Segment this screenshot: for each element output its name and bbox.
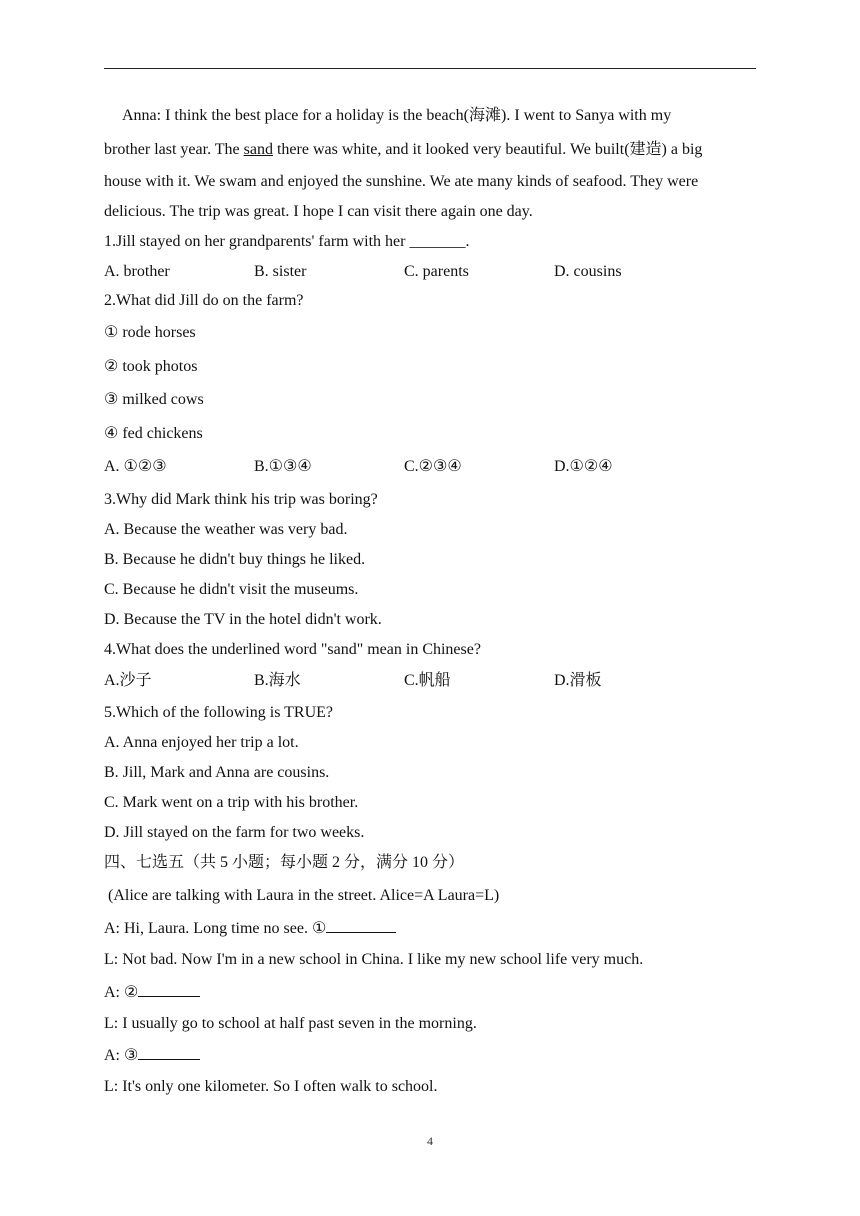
question-4-stem: 4.What does the underlined word "sand" mean in Chinese? (104, 641, 481, 658)
dialogue-text: A: ③ (104, 1047, 139, 1064)
q2-item: ② took photos (104, 358, 198, 375)
passage-line: delicious. The trip was great. I hope I can visit there again one day. (104, 203, 533, 220)
q2-item: ① rode horses (104, 324, 196, 341)
question-5-stem: 5.Which of the following is TRUE? (104, 704, 333, 721)
dialogue-intro: (Alice are talking with Laura in the street. Alice=A Laura=L) (108, 887, 500, 904)
underlined-word-sand: sand (243, 141, 273, 158)
answer-blank-3[interactable] (138, 1045, 200, 1060)
q1-option-c: C. parents (404, 263, 469, 280)
passage-text: there was white, and it looked very beautiful. We built(建造) a big (272, 141, 703, 158)
page-number: 4 (427, 1134, 433, 1148)
question-3-stem: 3.Why did Mark think his trip was boring? (104, 491, 378, 508)
answer-blank-2[interactable] (138, 982, 200, 997)
header-rule (104, 68, 756, 69)
q3-option-b: B. Because he didn't buy things he liked. (104, 551, 366, 568)
q3-option-c: C. Because he didn't visit the museums. (104, 581, 359, 598)
dialogue-text: A: ② (104, 984, 139, 1001)
dialogue-text: A: Hi, Laura. Long time no see. ① (104, 920, 327, 937)
answer-blank-1[interactable] (326, 918, 396, 933)
passage-line (104, 140, 702, 160)
question-2-stem: 2.What did Jill do on the farm? (104, 292, 304, 309)
passage-line: house with it. We swam and enjoyed the sunshine. We ate many kinds of seafood. They were (104, 173, 699, 190)
q3-option-d: D. Because the TV in the hotel didn't work. (104, 611, 382, 628)
q2-item: ④ fed chickens (104, 425, 203, 442)
q4-option-d: D.滑板 (554, 672, 602, 689)
q4-option-a: A.沙子 (104, 672, 152, 689)
dialogue-line (104, 982, 200, 1003)
dialogue-line: L: Not bad. Now I'm in a new school in China. I like my new school life very much. (104, 951, 644, 968)
dialogue-line (104, 918, 396, 939)
q5-option-b: B. Jill, Mark and Anna are cousins. (104, 764, 330, 781)
q2-option-d: D.①②④ (554, 458, 613, 475)
q5-option-c: C. Mark went on a trip with his brother. (104, 794, 359, 811)
q2-option-a: A. ①②③ (104, 458, 167, 475)
q1-option-a: A. brother (104, 263, 170, 280)
q2-item: ③ milked cows (104, 391, 204, 408)
q1-option-d: D. cousins (554, 263, 622, 280)
q5-option-d: D. Jill stayed on the farm for two weeks. (104, 824, 365, 841)
passage-line: Anna: I think the best place for a holiday is the beach(海滩). I went to Sanya with my (122, 107, 672, 124)
q5-option-a: A. Anna enjoyed her trip a lot. (104, 734, 299, 751)
q2-option-c: C.②③④ (404, 458, 462, 475)
q4-option-b: B.海水 (254, 672, 301, 689)
passage-text: brother last year. The (104, 141, 244, 158)
dialogue-line (104, 1045, 200, 1066)
dialogue-line: L: I usually go to school at half past seven in the morning. (104, 1015, 477, 1032)
q4-option-c: C.帆船 (404, 672, 451, 689)
q1-option-b: B. sister (254, 263, 307, 280)
question-1-stem: 1.Jill stayed on her grandparents' farm with her _______. (104, 233, 470, 250)
q2-option-b: B.①③④ (254, 458, 312, 475)
dialogue-line: L: It's only one kilometer. So I often walk to school. (104, 1078, 438, 1095)
q3-option-a: A. Because the weather was very bad. (104, 521, 348, 538)
section-heading: 四、七选五（共 5 小题；每小题 2 分，满分 10 分） (104, 854, 465, 871)
